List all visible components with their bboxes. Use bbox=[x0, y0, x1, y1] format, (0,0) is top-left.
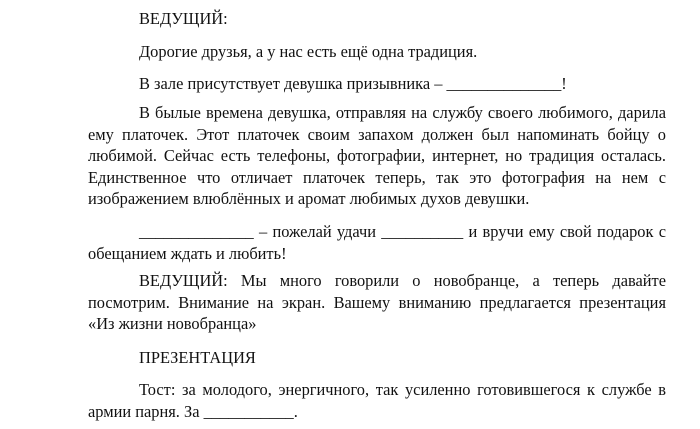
host-heading: ВЕДУЩИЙ: bbox=[139, 9, 228, 28]
wish-luck-paragraph: ______________ – пожелай удачи __________ и вручи ему свой подарок с обещанием ждать и любить! bbox=[88, 222, 666, 263]
presentation-heading: ПРЕЗЕНТАЦИЯ bbox=[139, 348, 256, 367]
presentation-intro-paragraph: ВЕДУЩИЙ: Мы много говорили о новобранце, а теперь давайте посмотрим. Внимание на экран. Вашему вниманию предлагается презентация «Из жизни новобранца» bbox=[88, 271, 666, 333]
conscript-girlfriend-paragraph: В зале присутствует девушка призывника – ______________! bbox=[139, 74, 567, 93]
tradition-paragraph: Дорогие друзья, а у нас есть ещё одна традиция. bbox=[139, 42, 478, 61]
handkerchief-paragraph: В былые времена девушка, отправляя на службу своего любимого, дарила ему платочек. Этот платочек своим запахом должен был напоминать бойцу о любимой. Сейчас есть телефоны, фотографии, интернет, но традиция осталась. Единственное что отличает платочек теперь, так это фотография на нем с изображением влюблённых и аромат любимых духов девушки. bbox=[88, 103, 666, 208]
toast-paragraph: Тост: за молодого, энергичного, так усиленно готовившегося к службе в армии парня. За ___________. bbox=[88, 380, 666, 421]
